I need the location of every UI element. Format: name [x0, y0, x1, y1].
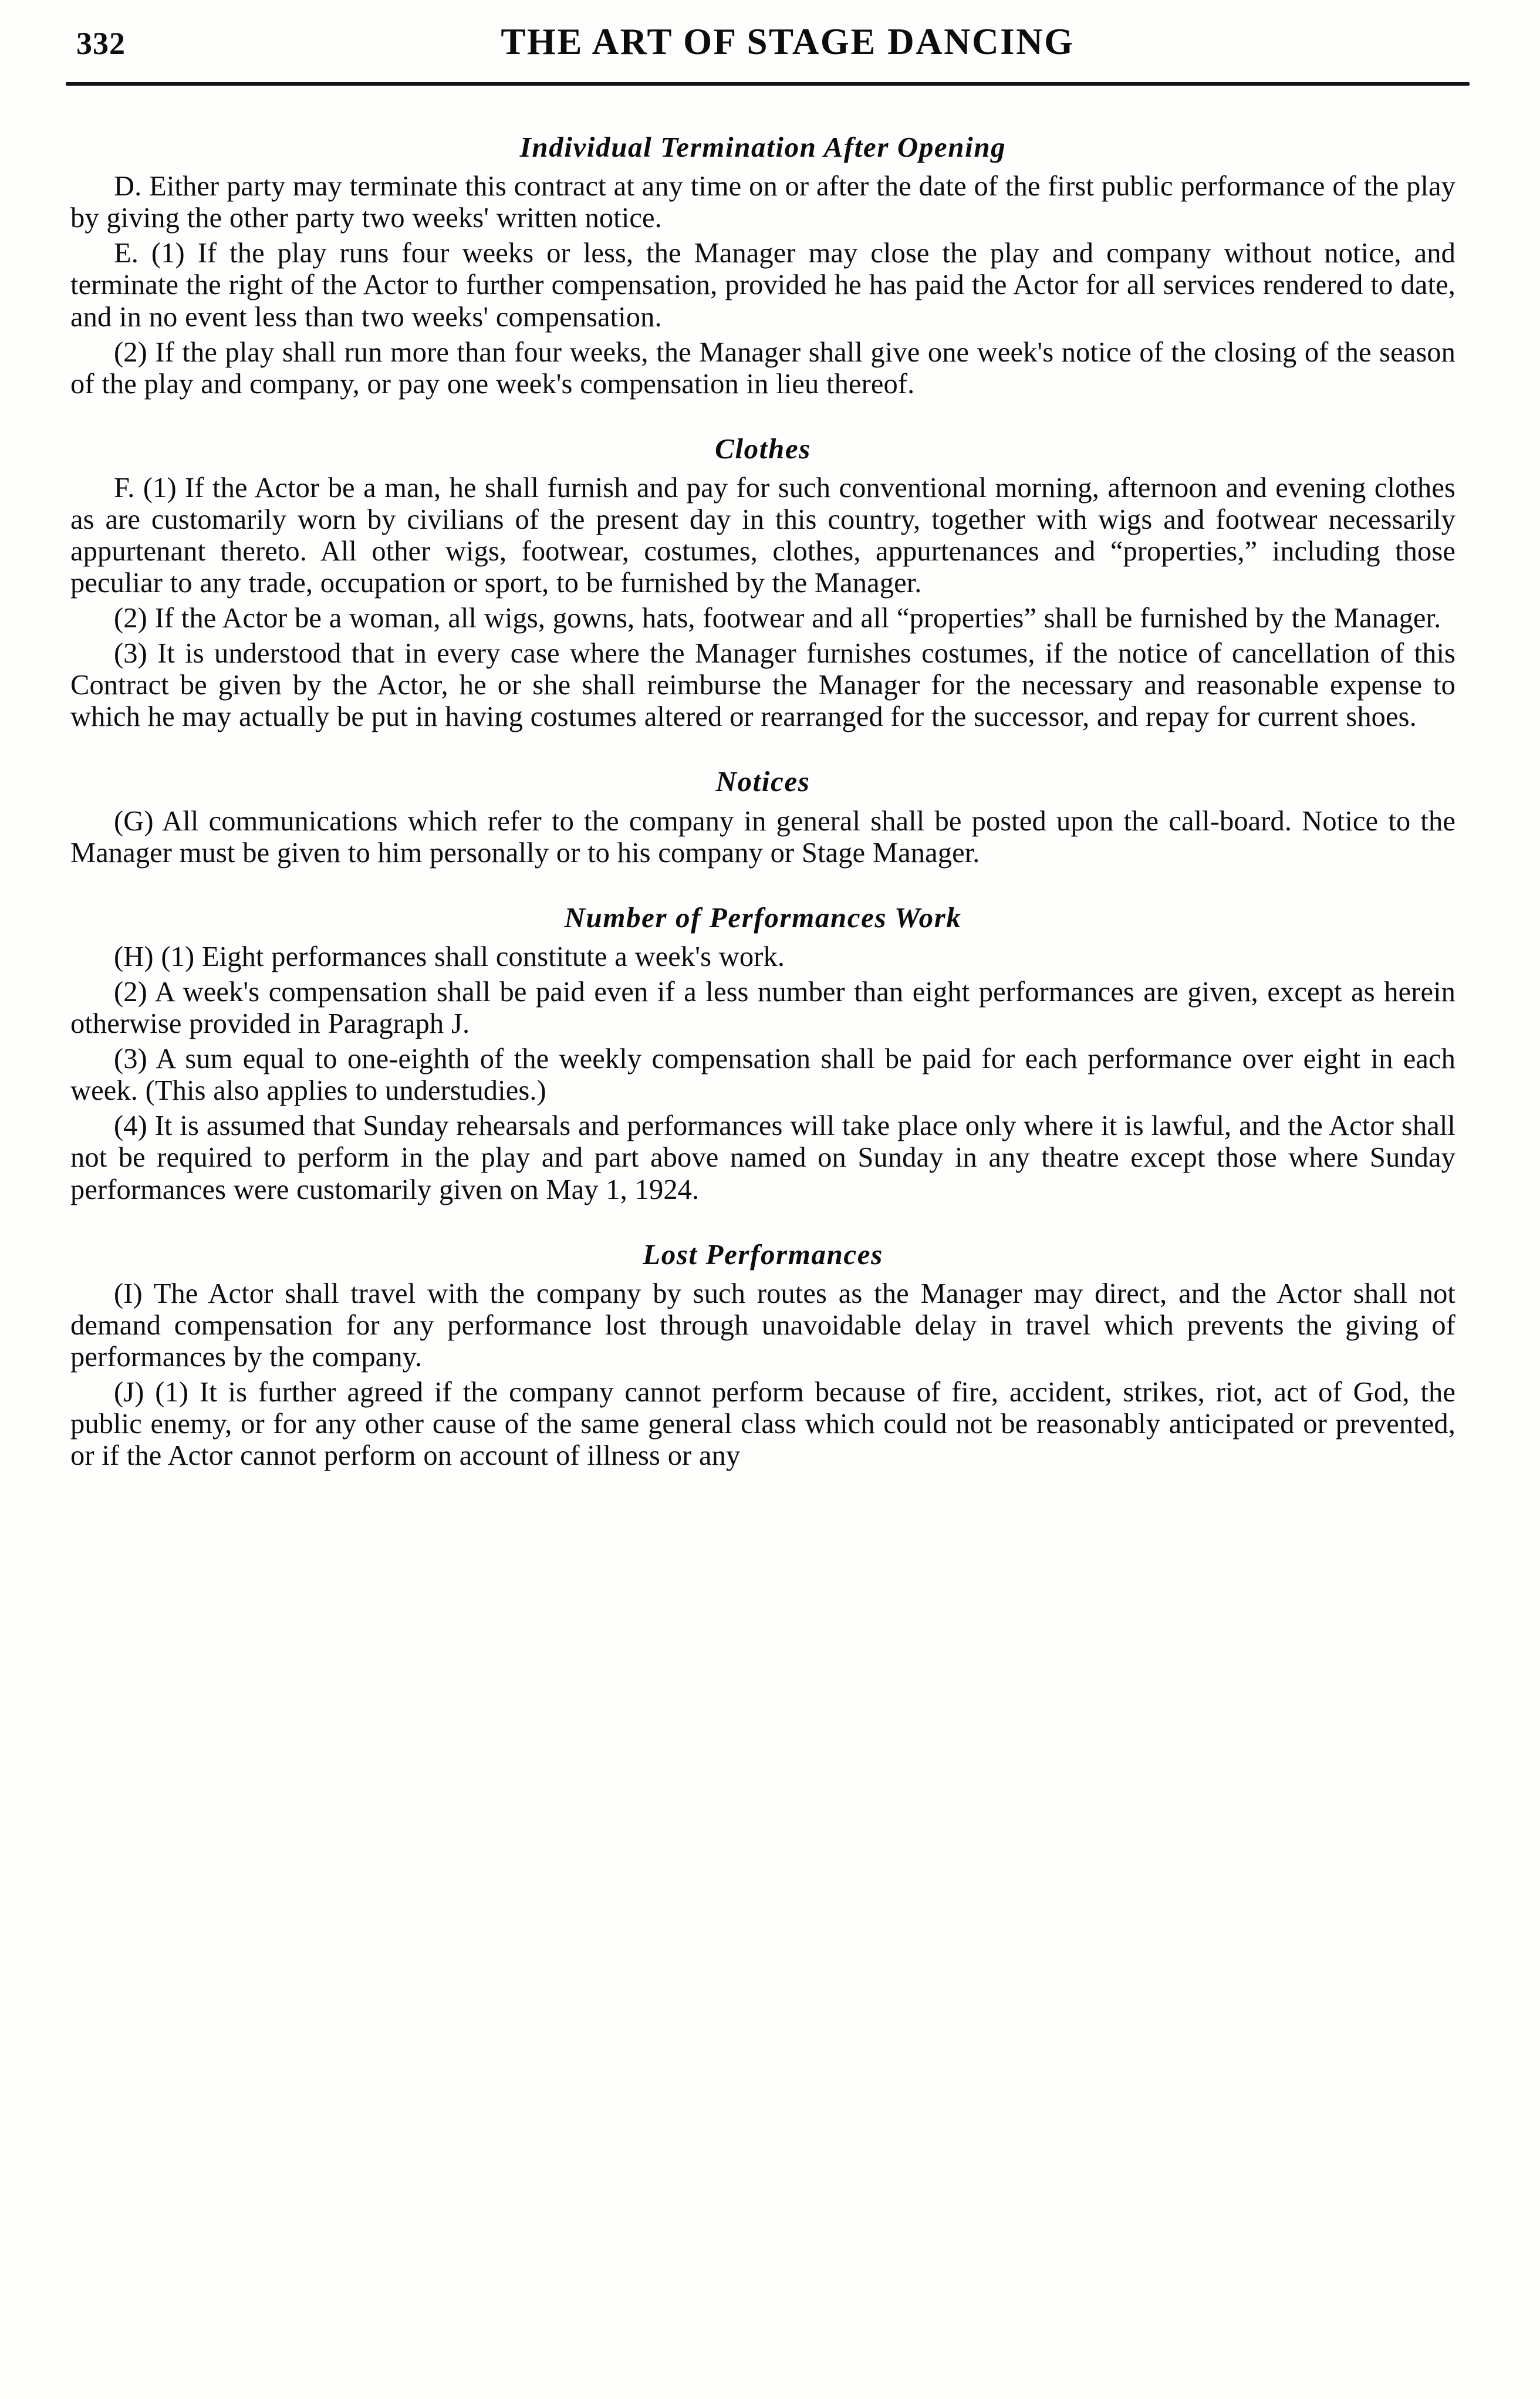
page-number: 332: [76, 26, 126, 61]
header-rule: [66, 82, 1470, 86]
section-clothes: [70, 431, 1455, 734]
paragraph: (I) The Actor shall travel with the company by such routes as the Manager may direct, and the Actor shall not demand compensation for any performance lost through unavoidable delay in travel which prevents the giving of performances by the company.: [70, 1278, 1455, 1373]
paragraph: (2) If the Actor be a woman, all wigs, gowns, hats, footwear and all “properties” shall be furnished by the Manager.: [114, 603, 1441, 634]
section-heading: Lost Performances: [643, 1238, 883, 1271]
paragraph: D. Either party may terminate this contract at any time on or after the date of the first public performance of the play by giving the other party two weeks' written notice.: [70, 171, 1455, 234]
section-individual-termination: [70, 129, 1455, 400]
page-body: [70, 129, 1455, 1472]
section-heading: Individual Termination After Opening: [519, 131, 1007, 163]
running-head: THE ART OF STAGE DANCING: [501, 21, 1075, 62]
paragraph: E. (1) If the play runs four weeks or less, the Manager may close the play and company without notice, and terminate the right of the Actor to further compensation, provided he has paid the Actor for all services rendered to date, and in no event less than two weeks' compensation.: [70, 238, 1455, 333]
paragraph: (J) (1) It is further agreed if the company cannot perform because of fire, accident, strikes, riot, act of God, the public enemy, or for any other cause of the same general class which could not be reasonably anticipated or prevented, or if the Actor cannot perform on account of illness or any: [70, 1377, 1455, 1472]
paragraph: (2) If the play shall run more than four weeks, the Manager shall give one week's notice of the closing of the season of the play and company, or pay one week's compensation in lieu thereof.: [70, 336, 1455, 400]
section-heading: Notices: [715, 765, 810, 798]
paragraph: (4) It is assumed that Sunday rehearsals and performances will take place only where it is lawful, and the Actor shall not be required to perform in the play and part above named on Sunday in any theatre except those where Sunday performances were customarily given on May 1, 1924.: [70, 1110, 1455, 1205]
paragraph: (3) A sum equal to one-eighth of the weekly compensation shall be paid for each performance over eight in each week. (This also applies to understudies.): [70, 1043, 1455, 1107]
paragraph: (3) It is understood that in every case where the Manager furnishes costumes, if the notice of cancellation of this Contract be given by the Actor, he or she shall reimburse the Manager for the necessary and reasonable expense to which he may actually be put in having costumes altered or rearranged for the successor, and repay for current shoes.: [70, 638, 1455, 733]
section-heading: Clothes: [715, 432, 811, 465]
section-heading: Number of Performances Work: [564, 901, 962, 934]
section-notices: [70, 763, 1455, 869]
paragraph: (H) (1) Eight performances shall constitute a week's work.: [114, 941, 785, 973]
paragraph: (2) A week's compensation shall be paid even if a less number than eight performances are given, except as herein otherwise provided in Paragraph J.: [70, 977, 1455, 1040]
section-lost-performances: [70, 1236, 1455, 1472]
section-number-of-performances: [70, 900, 1455, 1206]
paragraph: F. (1) If the Actor be a man, he shall furnish and pay for such conventional morning, afternoon and evening clothes as are customarily worn by civilians of the present day in this country, together with wigs and footwear necessarily appurtenant thereto. All other wigs, footwear, costumes, clothes, appurtenances and “properties,” including those peculiar to any trade, occupation or sport, to be furnished by the Manager.: [70, 472, 1455, 599]
paragraph: (G) All communications which refer to the company in general shall be posted upon the call-board. Notice to the Manager must be given to him personally or to his company or Stage Manager.: [70, 805, 1455, 869]
